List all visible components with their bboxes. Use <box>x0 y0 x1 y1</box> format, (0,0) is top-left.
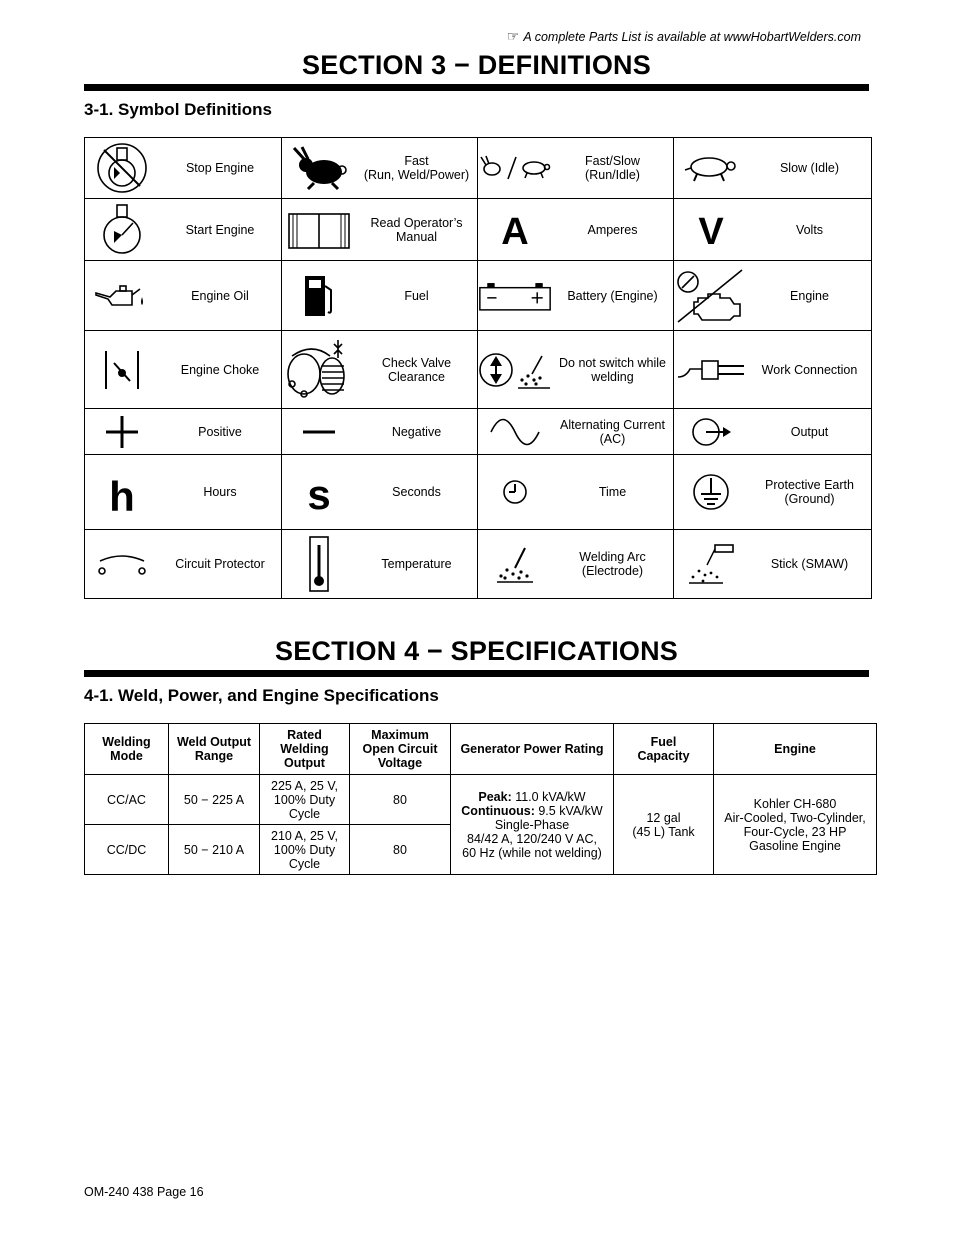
parts-list-text: A complete Parts List is available at wwwHobartWelders.com <box>523 30 861 44</box>
symbol-label: Fast (Run, Weld/Power) <box>363 154 470 182</box>
symbol-label: Circuit Protector <box>175 557 265 571</box>
symbol-label: Read Operator’s Manual <box>370 215 463 244</box>
symbol-cell <box>478 455 674 530</box>
work-connection-icon <box>674 355 748 385</box>
symbol-label: Check Valve Clearance <box>381 355 452 384</box>
spec-column-header: Weld Output Range <box>169 724 260 775</box>
symbol-cell <box>282 138 478 199</box>
spec-column-header: Generator Power Rating <box>451 724 614 775</box>
symbol-table <box>84 137 872 599</box>
valve-icon <box>282 334 356 406</box>
parts-list-note <box>507 28 861 45</box>
fuel-pump-icon <box>282 272 356 320</box>
start-engine-icon <box>85 203 159 257</box>
generator-details: Single-Phase 84/42 A, 120/240 V AC, 60 Hz (while not welding) <box>462 817 602 860</box>
symbol-label: Alternating Current (AC) <box>560 417 665 446</box>
symbol-label: Slow (Idle) <box>779 161 840 175</box>
turtle-icon <box>674 153 748 183</box>
volts-icon <box>674 210 748 250</box>
table-row <box>85 775 877 825</box>
rated-output-cell: 210 A, 25 V, 100% Duty Cycle <box>260 825 350 875</box>
symbol-row <box>85 261 872 331</box>
symbol-label: Amperes <box>587 222 638 237</box>
symbol-cell <box>85 455 282 530</box>
symbol-row <box>85 409 872 455</box>
svg-text:V: V <box>698 210 724 250</box>
spec-column-header: Fuel Capacity <box>614 724 714 775</box>
symbol-cell <box>85 138 282 199</box>
welding-arc-icon <box>478 544 552 584</box>
symbol-label: Battery (Engine) <box>567 288 658 303</box>
symbol-cell <box>478 331 674 409</box>
welding-mode-cell: CC/DC <box>85 825 169 875</box>
symbol-label: Negative <box>391 424 442 439</box>
symbol-label: Hours <box>203 485 237 499</box>
symbol-cell <box>478 409 674 455</box>
continuous-value: 9.5 kVA/kW <box>534 803 603 818</box>
symbol-label: Do not switch while welding <box>559 355 666 384</box>
spec-column-header: Rated Welding Output <box>260 724 350 775</box>
symbol-cell <box>478 261 674 331</box>
symbol-label: Engine Choke <box>180 362 260 377</box>
symbol-label: Output <box>790 424 829 439</box>
symbol-label: Time <box>598 485 627 499</box>
symbol-label: Work Connection <box>761 362 858 377</box>
symbol-label: Temperature <box>381 557 452 571</box>
negative-icon <box>282 427 356 437</box>
section4-title: SECTION 4 − SPECIFICATIONS <box>274 636 678 666</box>
symbol-label: Start Engine <box>185 222 255 237</box>
symbol-label: Stick (SMAW) <box>770 557 849 571</box>
ocv-cell: 80 <box>350 775 451 825</box>
welding-mode-cell: CC/AC <box>85 775 169 825</box>
spec-header-row <box>85 724 877 775</box>
spec-table <box>84 723 877 875</box>
spec-column-header: Welding Mode <box>85 724 169 775</box>
symbol-cell <box>674 199 872 261</box>
choke-icon <box>85 349 159 391</box>
page-footer: OM-240 438 Page 16 <box>84 1185 204 1199</box>
output-range-cell: 50 − 210 A <box>169 825 260 875</box>
symbol-label: Engine <box>790 288 829 303</box>
rated-output-cell: 225 A, 25 V, 100% Duty Cycle <box>260 775 350 825</box>
rabbit-turtle-icon <box>478 153 552 183</box>
no-switch-icon <box>478 350 552 390</box>
symbol-cell <box>478 199 674 261</box>
rabbit-icon <box>282 145 356 191</box>
battery-icon <box>478 279 552 313</box>
ground-icon <box>674 472 748 512</box>
pointing-hand-icon: ☞ <box>506 28 520 44</box>
symbol-cell <box>85 530 282 599</box>
symbol-label: Fast/Slow (Run/Idle) <box>585 154 640 182</box>
symbol-row <box>85 530 872 599</box>
symbol-cell <box>674 455 872 530</box>
symbol-cell <box>85 199 282 261</box>
symbol-cell <box>282 331 478 409</box>
section4-rule <box>84 670 869 677</box>
manual-icon <box>282 210 356 250</box>
symbol-cell <box>478 138 674 199</box>
section3-subtitle: 3-1. Symbol Definitions <box>84 100 272 119</box>
svg-text:s: s <box>307 471 331 515</box>
fuel-capacity-cell: 12 gal (45 L) Tank <box>614 775 714 875</box>
symbol-cell <box>282 261 478 331</box>
output-icon <box>674 415 748 449</box>
peak-value: 11.0 kVA/kW <box>511 789 586 804</box>
symbol-cell <box>85 331 282 409</box>
peak-label: Peak: <box>478 789 512 804</box>
symbol-label: Welding Arc (Electrode) <box>579 550 646 578</box>
engine-icon <box>674 268 748 324</box>
thermometer-icon <box>282 535 356 593</box>
continuous-label: Continuous: <box>461 803 535 818</box>
symbol-cell <box>282 530 478 599</box>
clock-icon <box>478 477 552 507</box>
symbol-row <box>85 331 872 409</box>
section3-rule <box>84 84 869 91</box>
symbol-cell <box>282 199 478 261</box>
hours-icon <box>85 469 159 515</box>
oil-can-icon <box>85 281 159 311</box>
symbol-cell <box>85 409 282 455</box>
symbol-label: Fuel <box>404 288 429 303</box>
stick-icon <box>674 543 748 585</box>
spec-column-header: Engine <box>714 724 877 775</box>
symbol-cell <box>674 331 872 409</box>
stop-engine-icon <box>85 141 159 195</box>
symbol-label: Positive <box>198 424 242 439</box>
symbol-row <box>85 455 872 530</box>
amperes-icon <box>478 210 552 250</box>
section4-subtitle: 4-1. Weld, Power, and Engine Specifications <box>84 686 439 705</box>
symbol-cell <box>674 138 872 199</box>
spec-column-header: Maximum Open Circuit Voltage <box>350 724 451 775</box>
svg-text:A: A <box>501 210 529 250</box>
symbol-cell <box>282 409 478 455</box>
symbol-cell <box>282 455 478 530</box>
symbol-label: Seconds <box>392 485 441 499</box>
output-range-cell: 50 − 225 A <box>169 775 260 825</box>
symbol-row <box>85 138 872 199</box>
symbol-cell <box>478 530 674 599</box>
generator-rating-cell <box>451 775 614 875</box>
symbol-label: Stop Engine <box>185 161 255 175</box>
symbol-label: Engine Oil <box>191 288 249 303</box>
ocv-cell: 80 <box>350 825 451 875</box>
symbol-cell <box>674 409 872 455</box>
seconds-icon <box>282 469 356 515</box>
circuit-protector-icon <box>85 551 159 577</box>
symbol-cell <box>674 261 872 331</box>
symbol-label: Protective Earth (Ground) <box>765 478 854 506</box>
svg-text:h: h <box>109 473 135 515</box>
symbol-label: Volts <box>795 222 824 237</box>
symbol-cell <box>674 530 872 599</box>
symbol-row <box>85 199 872 261</box>
ac-icon <box>478 417 552 447</box>
engine-cell: Kohler CH-680 Air-Cooled, Two-Cylinder, Four-Cycle, 23 HP Gasoline Engine <box>714 775 877 875</box>
symbol-cell <box>85 261 282 331</box>
positive-icon <box>85 414 159 450</box>
section3-title: SECTION 3 − DEFINITIONS <box>302 50 651 80</box>
